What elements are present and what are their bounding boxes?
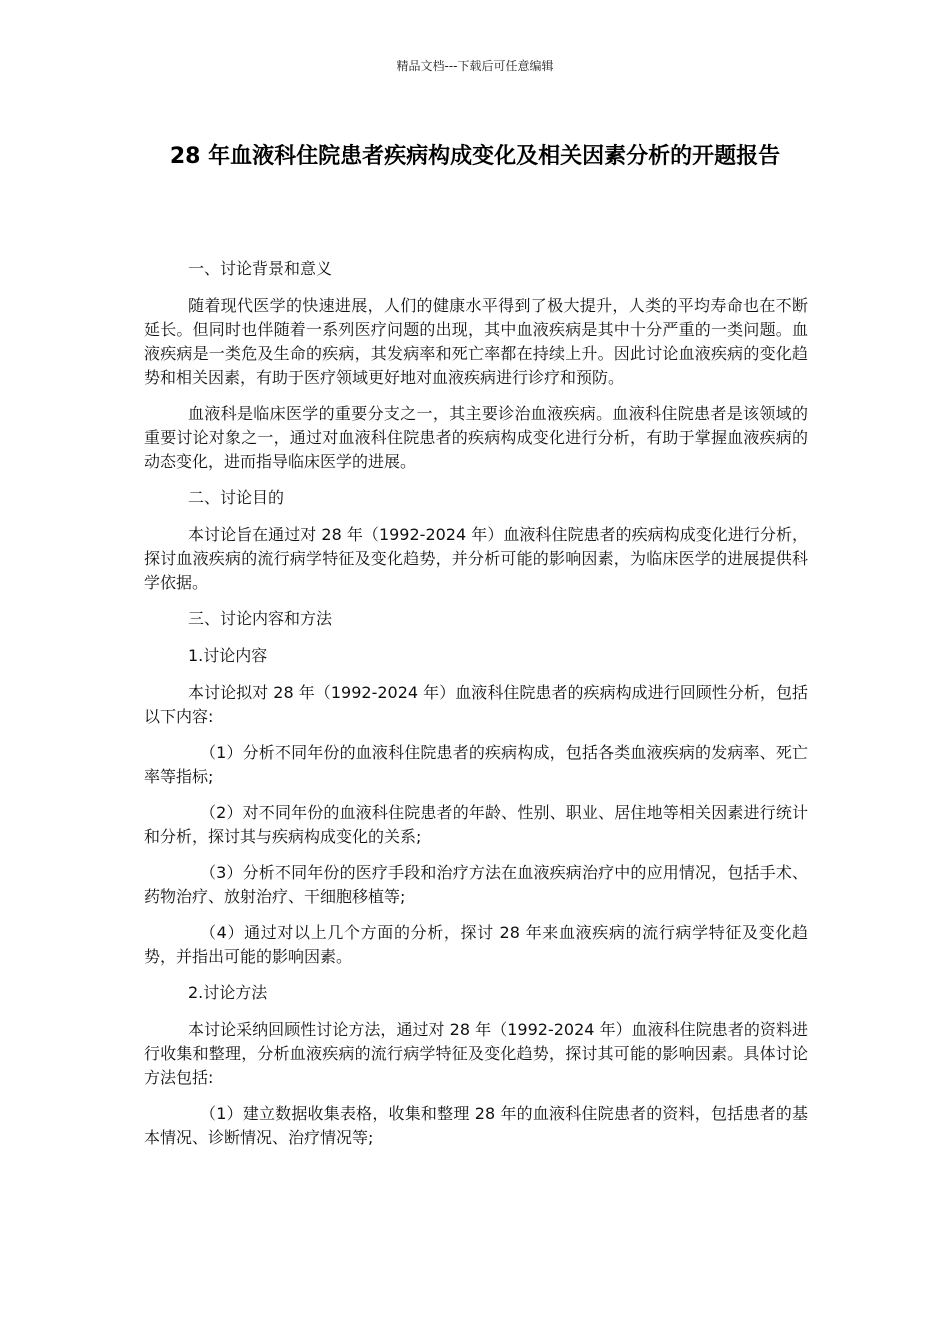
section-heading-purpose: 二、讨论目的 bbox=[188, 488, 285, 507]
header-note: 精品文档---下载后可任意编辑 bbox=[396, 59, 554, 73]
methods-item-1: （1）建立数据收集表格，收集和整理 28 年的血液科住院患者的资料，包括患者的基本情况、诊断情况、治疗情况等; bbox=[144, 1104, 808, 1147]
paragraph-background-2: 血液科是临床医学的重要分支之一，其主要诊治血液疾病。血液科住院患者是该领域的重要讨论对象之一，通过对血液科住院患者的疾病构成变化进行分析，有助于掌握血液疾病的动态变化，进而指导临床医学的进展。 bbox=[144, 404, 808, 471]
document-title: 28 年血液科住院患者疾病构成变化及相关因素分析的开题报告 bbox=[169, 144, 781, 169]
section-heading-content-methods: 三、讨论内容和方法 bbox=[188, 609, 333, 628]
content-item-2: （2）对不同年份的血液科住院患者的年龄、性别、职业、居住地等相关因素进行统计和分析，探讨其与疾病构成变化的关系; bbox=[144, 803, 808, 846]
paragraph-content-intro: 本讨论拟对 28 年（1992-2024 年）血液科住院患者的疾病构成进行回顾性分析，包括以下内容: bbox=[144, 683, 808, 726]
paragraph-purpose: 本讨论旨在通过对 28 年（1992-2024 年）血液科住院患者的疾病构成变化进行分析，探讨血液疾病的流行病学特征及变化趋势，并分析可能的影响因素，为临床医学的进展提供科学依据。 bbox=[144, 525, 808, 592]
section-heading-background: 一、讨论背景和意义 bbox=[188, 259, 333, 278]
paragraph-methods-intro: 本讨论采纳回顾性讨论方法，通过对 28 年（1992-2024 年）血液科住院患者的资料进行收集和整理，分析血液疾病的流行病学特征及变化趋势，探讨其可能的影响因素。具体讨论方法包括: bbox=[144, 1020, 808, 1087]
subsection-heading-methods: 2.讨论方法 bbox=[188, 983, 268, 1002]
paragraph-background-1: 随着现代医学的快速进展，人们的健康水平得到了极大提升，人类的平均寿命也在不断延长。但同时也伴随着一系列医疗问题的出现，其中血液疾病是其中十分严重的一类问题。血液疾病是一类危及生命的疾病，其发病率和死亡率都在持续上升。因此讨论血液疾病的变化趋势和相关因素，有助于医疗领域更好地对血液疾病进行诊疗和预防。 bbox=[144, 296, 808, 387]
content-item-4: （4）通过对以上几个方面的分析，探讨 28 年来血液疾病的流行病学特征及变化趋势，并指出可能的影响因素。 bbox=[144, 923, 808, 966]
content-item-1: （1）分析不同年份的血液科住院患者的疾病构成，包括各类血液疾病的发病率、死亡率等指标; bbox=[144, 743, 808, 786]
subsection-heading-content: 1.讨论内容 bbox=[188, 646, 268, 665]
document-body bbox=[144, 257, 808, 1162]
content-item-3: （3）分析不同年份的医疗手段和治疗方法在血液疾病治疗中的应用情况，包括手术、药物治疗、放射治疗、干细胞移植等; bbox=[144, 863, 808, 906]
